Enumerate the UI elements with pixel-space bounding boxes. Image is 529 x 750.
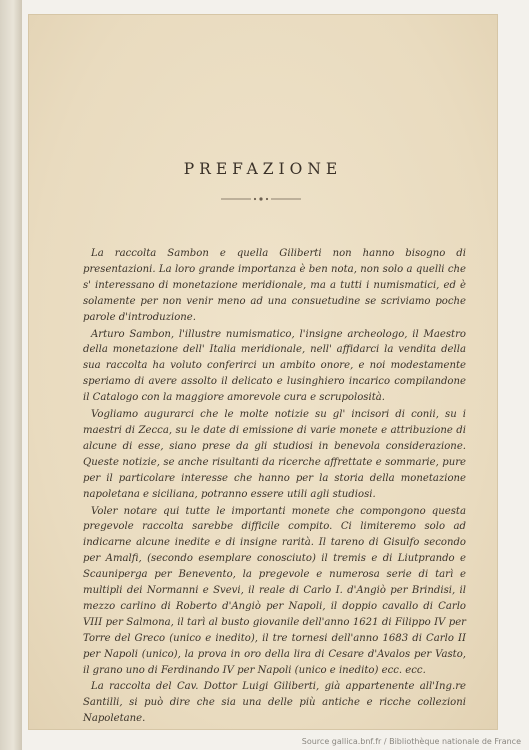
paragraph-4: Voler notare qui tutte le importanti monete che compongono questa pregevole raccolta sarebbe difficile compito. Ci limiteremo solo ad indicarne alcune inedite e di insigne rarità. Il tareno di Gisulfo secondo per Amalfi, (secondo esemplare conosciuto) il tremis e di Liutprando e Scauniperga per Benevento, la pregevole e numerosa serie di tarì e multipli dei Normanni e Svevi, il reale di Carlo I. d'Angiò per Brindisi, il mezzo carlino di Roberto d'Angiò per Napoli, il doppio cavallo di Carlo VIII per Salmona, il tarì al busto giovanile dell'anno 1621 di Filippo IV per Torre del Greco (unico e inedito), il tre tornesi dell'anno 1683 di Carlo II per Napoli (unico), la prova in oro della lira di Cesare d'Avalos per Vasto, il grano uno di Ferdinando IV per Napoli (unico e inedito) ecc. ecc. <box>83 505 466 676</box>
title-ornament-rule <box>221 195 301 203</box>
paragraph-2: Arturo Sambon, l'illustre numismatico, l'insigne archeologo, il Maestro della monetazione dell' Italia meridionale, nell' affidarci la vendita della sua raccolta ha voluto conferirci un ambito onore, e noi modestamente speriamo di avere assolto il delicato e lusinghiero incarico compilandone il Catalogo con la maggiore amorevole cura e scrupolosità. <box>83 328 466 404</box>
source-attribution: Source gallica.bnf.fr / Bibliothèque nationale de France <box>301 737 521 746</box>
paragraph-1: La raccolta Sambon e quella Giliberti non hanno bisogno di presentazioni. La loro grande importanza è ben nota, non solo a quelli che s' interessano di monetazione meridionale, ma a tutti i numismatici, ed è solamente per non venir meno ad una consuetudine se scriviamo poche parole d'introduzione. <box>83 248 466 323</box>
preface-text <box>83 246 466 728</box>
page-title: PREFAZIONE <box>183 160 343 178</box>
book-spine <box>0 0 22 750</box>
paragraph-5: La raccolta del Cav. Dottor Luigi Giliberti, già appartenente all'Ing.re Santilli, si può dire che sia una delle più antiche e ricche collezioni Napoletane. <box>83 681 466 725</box>
book-page <box>28 14 498 730</box>
paragraph-3: Vogliamo augurarci che le molte notizie su gl' incisori di conii, su i maestri di Zecca, su le date di emissione di varie monete e attribuzione di alcune di esse, siano prese da gli studiosi in benevola considerazione. Queste notizie, se anche risultanti da ricerche affrettate e sommarie, pure per il particolare interesse che hanno per la storia della monetazione napoletana e siciliana, potranno essere utili agli studiosi. <box>83 409 466 500</box>
